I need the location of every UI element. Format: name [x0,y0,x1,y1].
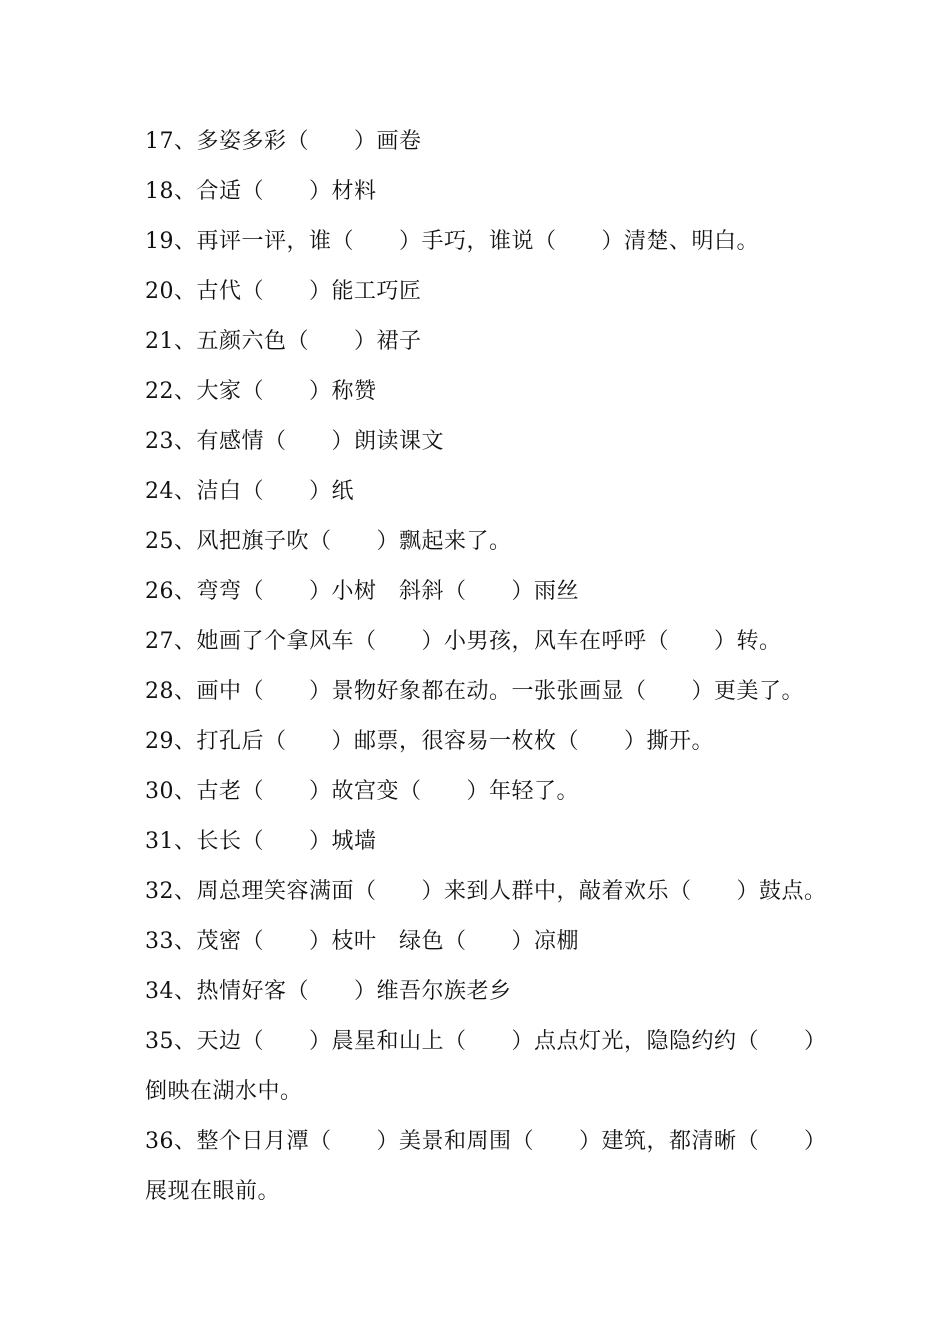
exercise-line-36: 36、整个日月潭（ ）美景和周围（ ）建筑，都清晰（ ） [145,1129,827,1154]
exercise-line-35: 35、天边（ ）晨星和山上（ ）点点灯光，隐隐约约（ ） [145,1029,827,1054]
exercise-line-18: 18、合适（ ）材料 [145,179,377,204]
exercise-line-20: 20、古代（ ）能工巧匠 [145,279,422,304]
exercise-line-30: 30、古老（ ）故宫变（ ）年轻了。 [145,779,579,804]
exercise-line-35-continued: 倒映在湖水中。 [145,1079,303,1104]
exercise-line-22: 22、大家（ ）称赞 [145,379,377,404]
exercise-line-23: 23、有感情（ ）朗读课文 [145,429,444,454]
exercise-line-27: 27、她画了个拿风车（ ）小男孩，风车在呼呼（ ）转。 [145,629,782,654]
exercise-line-25: 25、风把旗子吹（ ）飘起来了。 [145,529,512,554]
exercise-line-24: 24、洁白（ ）纸 [145,479,354,504]
exercise-line-21: 21、五颜六色（ ）裙子 [145,329,422,354]
exercise-line-34: 34、热情好客（ ）维吾尔族老乡 [145,979,512,1004]
exercise-line-31: 31、长长（ ）城墙 [145,829,377,854]
exercise-line-33: 33、茂密（ ）枝叶 绿色（ ）凉棚 [145,929,579,954]
exercise-line-29: 29、打孔后（ ）邮票，很容易一枚枚（ ）撕开。 [145,729,714,754]
exercise-line-28: 28、画中（ ）景物好象都在动。一张张画显（ ）更美了。 [145,679,804,704]
exercise-line-26: 26、弯弯（ ）小树 斜斜（ ）雨丝 [145,579,579,604]
exercise-list [145,117,825,1217]
exercise-line-36-continued: 展现在眼前。 [145,1179,281,1204]
exercise-line-19: 19、再评一评，谁（ ）手巧，谁说（ ）清楚、明白。 [145,229,759,254]
exercise-line-17: 17、多姿多彩（ ）画卷 [145,129,422,154]
exercise-line-32: 32、周总理笑容满面（ ）来到人群中，敲着欢乐（ ）鼓点。 [145,879,827,904]
